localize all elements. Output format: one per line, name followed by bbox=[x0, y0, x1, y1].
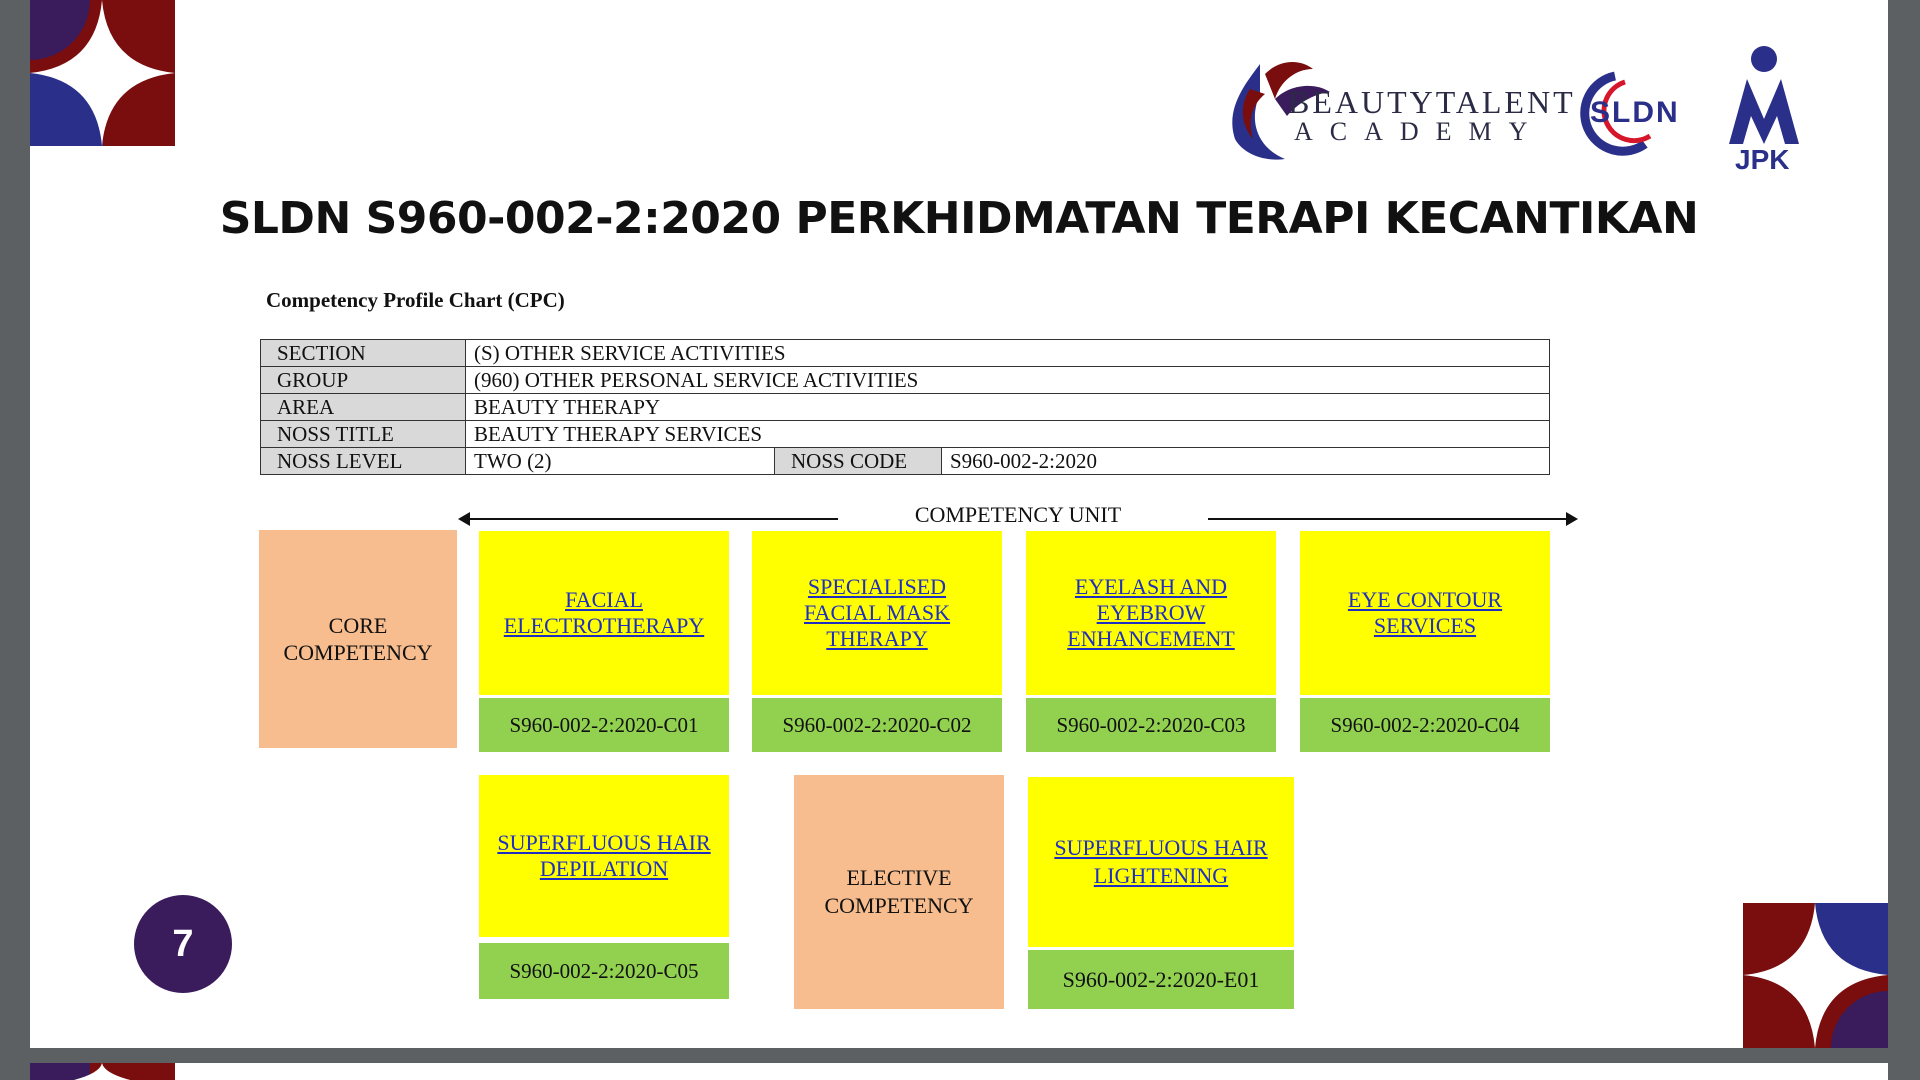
row-value: BEAUTY THERAPY SERVICES bbox=[466, 421, 1550, 448]
noss-level-value: TWO (2) bbox=[466, 448, 775, 475]
beautytalent-line2: ACADEMY bbox=[1294, 117, 1545, 146]
cpc-heading: Competency Profile Chart (CPC) bbox=[266, 288, 565, 312]
unit-title-line: EYELASH AND bbox=[1074, 574, 1228, 599]
unit-e01-code: S960-002-2:2020-E01 bbox=[1028, 950, 1294, 1009]
elective-competency-box bbox=[794, 775, 1004, 1009]
core-label-line2: COMPETENCY bbox=[283, 640, 433, 665]
page-title: SLDN S960-002-2:2020 PERKHIDMATAN TERAPI KECANTIKAN bbox=[219, 193, 1699, 244]
unit-title-line: EYEBROW bbox=[1096, 600, 1206, 625]
noss-code-value: S960-002-2:2020 bbox=[942, 448, 1550, 475]
next-slide-preview[interactable] bbox=[30, 1063, 1888, 1080]
elective-label-line2: COMPETENCY bbox=[824, 893, 974, 918]
core-label-line1: CORE bbox=[328, 613, 388, 638]
row-label: GROUP bbox=[261, 367, 466, 394]
unit-c01-code: S960-002-2:2020-C01 bbox=[479, 698, 729, 752]
page-number-badge: 7 bbox=[134, 895, 232, 993]
decorative-corner-top-left bbox=[30, 0, 175, 146]
table-row bbox=[261, 340, 1550, 367]
row-value: BEAUTY THERAPY bbox=[466, 394, 1550, 421]
table-row bbox=[261, 394, 1550, 421]
table-row bbox=[261, 448, 1550, 475]
unit-title-line: THERAPY bbox=[826, 626, 928, 651]
unit-c02-code: S960-002-2:2020-C02 bbox=[752, 698, 1002, 752]
unit-c01-title[interactable] bbox=[479, 531, 729, 695]
unit-title-line: DEPILATION bbox=[539, 856, 669, 881]
table-row bbox=[261, 421, 1550, 448]
beautytalent-line1: BEAUTYTALENT bbox=[1288, 84, 1576, 120]
arrow-right-icon bbox=[1566, 512, 1578, 526]
sldn-wordmark: SLDN bbox=[1590, 96, 1680, 129]
cpc-info-table bbox=[260, 339, 1550, 475]
unit-title-line: EYE CONTOUR bbox=[1347, 587, 1503, 612]
slide bbox=[30, 0, 1888, 1048]
unit-title-line: SERVICES bbox=[1373, 613, 1477, 638]
row-value: (S) OTHER SERVICE ACTIVITIES bbox=[466, 340, 1550, 367]
noss-code-label: NOSS CODE bbox=[775, 448, 942, 475]
unit-c04-code: S960-002-2:2020-C04 bbox=[1300, 698, 1550, 752]
unit-title-line: SPECIALISED bbox=[807, 574, 947, 599]
row-label: NOSS TITLE bbox=[261, 421, 466, 448]
unit-title-line: ELECTROTHERAPY bbox=[503, 613, 705, 638]
unit-c03-title[interactable] bbox=[1026, 531, 1276, 695]
beautytalent-wordmark bbox=[1288, 86, 1576, 146]
arrow-line-right bbox=[1208, 518, 1568, 520]
unit-title-line: FACIAL bbox=[565, 587, 643, 612]
jpk-wordmark: JPK bbox=[1735, 144, 1790, 175]
unit-c03-code: S960-002-2:2020-C03 bbox=[1026, 698, 1276, 752]
unit-e01-title[interactable] bbox=[1028, 777, 1294, 947]
unit-title-line: SUPERFLUOUS HAIR bbox=[497, 830, 711, 855]
table-row bbox=[261, 367, 1550, 394]
jpk-logo-icon bbox=[1725, 44, 1805, 154]
elective-label-line1: ELECTIVE bbox=[846, 865, 952, 890]
row-label: AREA bbox=[261, 394, 466, 421]
decorative-corner-next-slide bbox=[30, 1063, 175, 1080]
competency-unit-label: COMPETENCY UNIT bbox=[914, 502, 1122, 527]
unit-title-line: FACIAL MASK bbox=[803, 600, 951, 625]
unit-title-line: SUPERFLUOUS HAIR bbox=[1054, 835, 1268, 860]
unit-title-line: ENHANCEMENT bbox=[1067, 626, 1235, 651]
unit-c02-title[interactable] bbox=[752, 531, 1002, 695]
core-competency-box bbox=[259, 530, 457, 748]
unit-c04-title[interactable] bbox=[1300, 531, 1550, 695]
unit-c05-title[interactable] bbox=[479, 775, 729, 937]
row-label: SECTION bbox=[261, 340, 466, 367]
unit-title-line: LIGHTENING bbox=[1093, 863, 1229, 888]
unit-c05-code: S960-002-2:2020-C05 bbox=[479, 943, 729, 999]
row-value: (960) OTHER PERSONAL SERVICE ACTIVITIES bbox=[466, 367, 1550, 394]
noss-level-label: NOSS LEVEL bbox=[261, 448, 466, 475]
logo-row bbox=[1205, 44, 1805, 174]
decorative-corner-bottom-right bbox=[1743, 903, 1888, 1048]
